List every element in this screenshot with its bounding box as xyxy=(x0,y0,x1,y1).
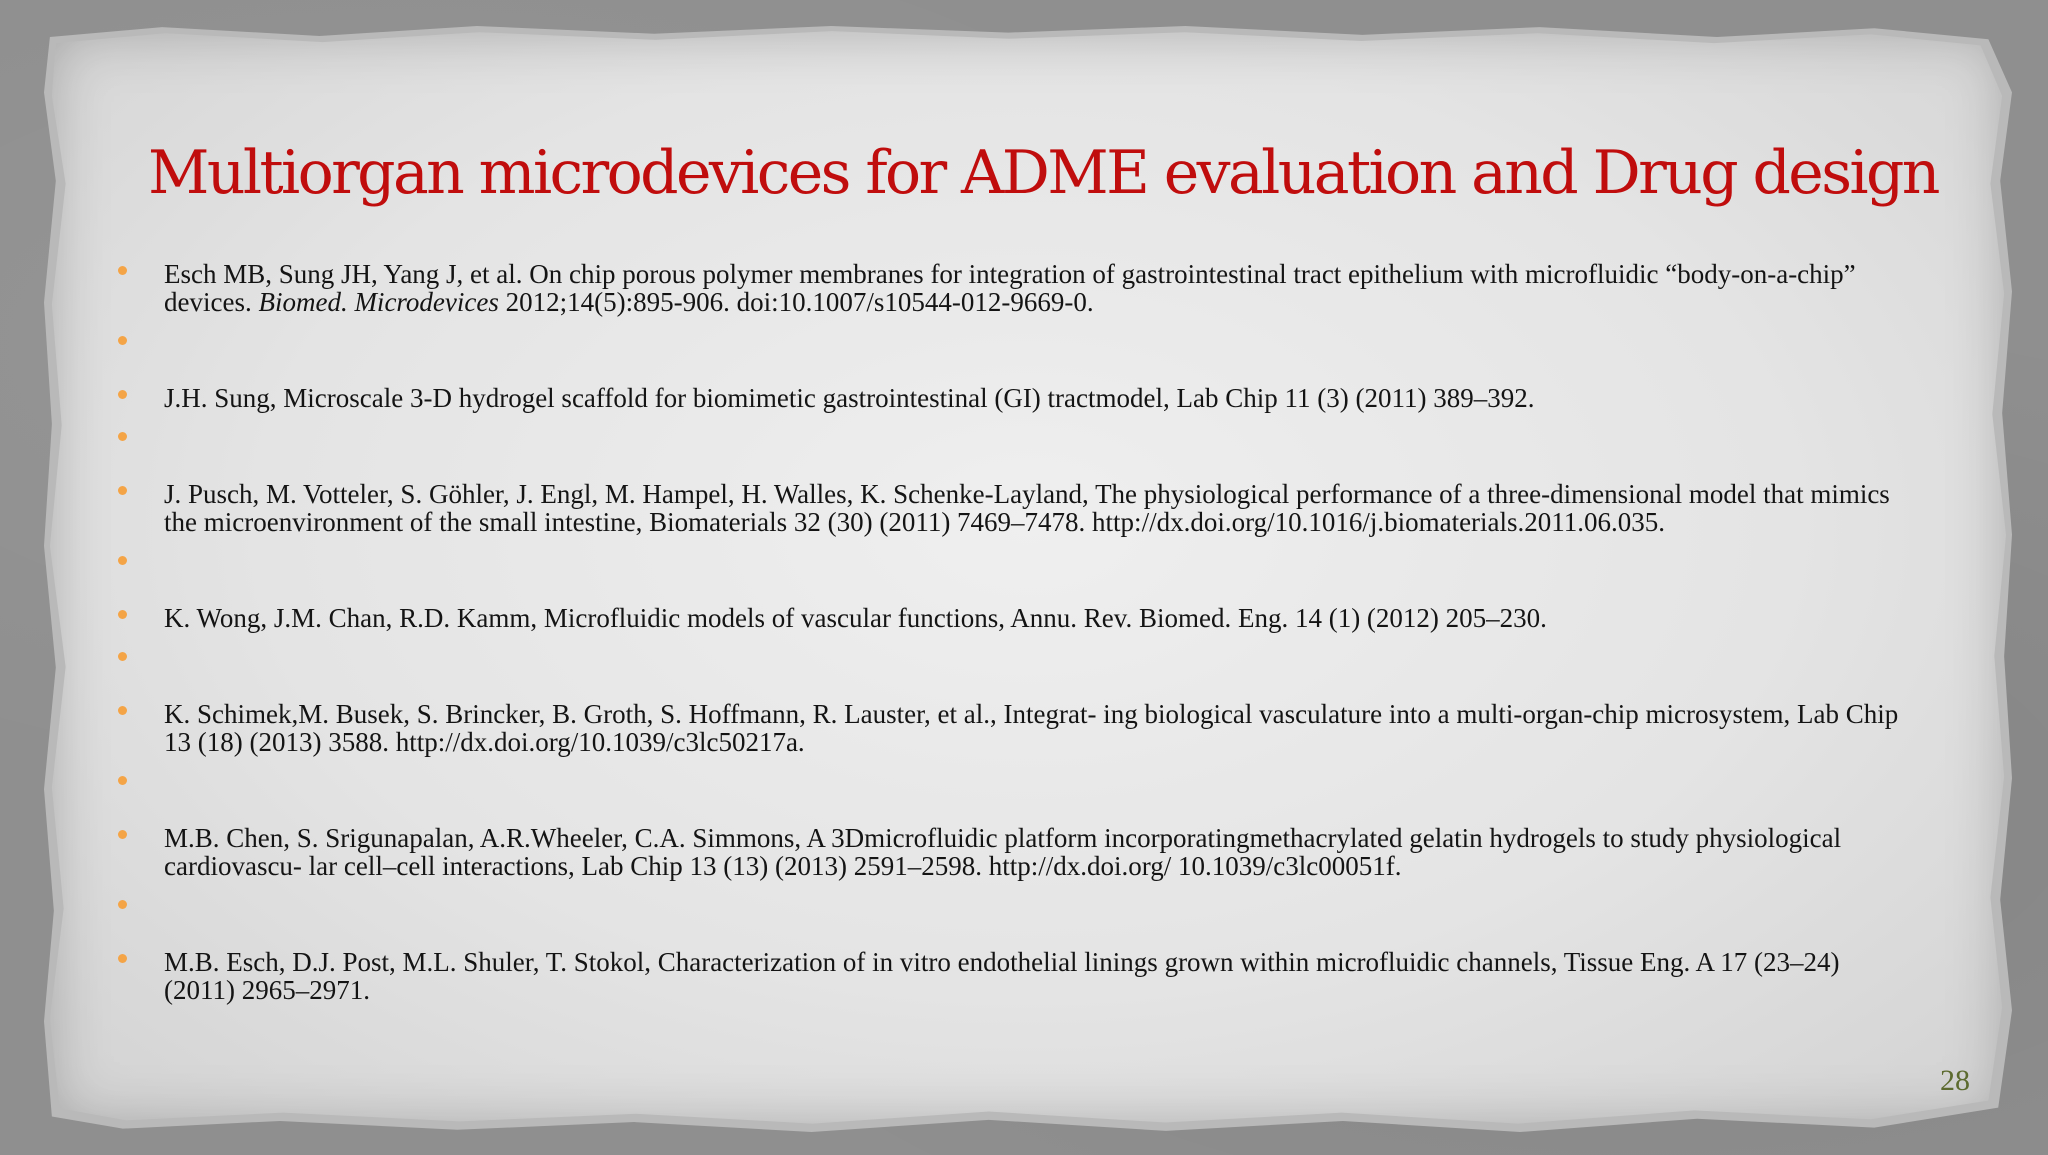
bullet-icon xyxy=(118,830,127,839)
empty-list-item xyxy=(112,330,1912,358)
bullet-icon xyxy=(118,486,127,495)
reference-text: 2012;14(5):895-906. doi:10.1007/s10544-012-9669-0. xyxy=(498,287,1094,317)
reference-item xyxy=(112,260,1912,316)
empty-list-item xyxy=(112,770,1912,798)
bullet-icon xyxy=(118,336,127,345)
reference-list xyxy=(112,260,1912,1018)
bullet-icon xyxy=(118,556,127,565)
reference-item xyxy=(112,480,1912,536)
page-number: 28 xyxy=(1940,1064,1970,1097)
reference-item xyxy=(112,700,1912,756)
reference-text: M.B. Esch, D.J. Post, M.L. Shuler, T. Stokol, Characterization of in vitro endothelial linings grown within microfluidic channels, Tissue Eng. A 17 (23–24) (2011) 2965–2971. xyxy=(164,947,1840,1005)
reference-text: Esch MB, Sung JH, Yang J, et al. On chip porous polymer membranes for integration of gastrointestinal tract epithelium with microfluidic “body-on-a-chip” devices. xyxy=(164,259,1856,317)
empty-list-item xyxy=(112,550,1912,578)
reference-item xyxy=(112,948,1912,1004)
reference-text: K. Schimek,M. Busek, S. Brincker, B. Groth, S. Hoffmann, R. Lauster, et al., Integrat- ing biological vasculature into a multi-organ-chip microsystem, Lab Chip 13 (18) (2013) 3588. http://dx.doi.org/10.1039/c3lc50217a. xyxy=(164,699,1899,757)
reference-item xyxy=(112,824,1912,880)
reference-text: J.H. Sung, Microscale 3-D hydrogel scaffold for biomimetic gastrointestinal (GI) tractmodel, Lab Chip 11 (3) (2011) 389–392. xyxy=(164,383,1535,413)
bullet-icon xyxy=(118,900,127,909)
bullet-icon xyxy=(118,706,127,715)
bullet-icon xyxy=(118,610,127,619)
empty-list-item xyxy=(112,426,1912,454)
reference-text: K. Wong, J.M. Chan, R.D. Kamm, Microfluidic models of vascular functions, Annu. Rev. Biomed. Eng. 14 (1) (2012) 205–230. xyxy=(164,603,1547,633)
bullet-icon xyxy=(118,432,127,441)
reference-text: J. Pusch, M. Votteler, S. Göhler, J. Engl, M. Hampel, H. Walles, K. Schenke-Layland, The physiological performance of a three-dimensional model that mimics the microenvironment of the small intestine, Biomaterials 32 (30) (2011) 7469–7478. http://dx.doi.org/10.1016/j.biomaterials.2011.06.035. xyxy=(164,479,1890,537)
reference-journal: Biomed. Microdevices xyxy=(258,287,499,317)
bullet-icon xyxy=(118,652,127,661)
empty-list-item xyxy=(112,894,1912,922)
bullet-icon xyxy=(118,390,127,399)
empty-list-item xyxy=(112,646,1912,674)
slide-title: Multiorgan microdevices for ADME evaluation and Drug design xyxy=(148,138,1938,208)
reference-text: M.B. Chen, S. Srigunapalan, A.R.Wheeler, C.A. Simmons, A 3Dmicrofluidic platform incorporatingmethacrylated gelatin hydrogels to study physiological cardiovascu- lar cell–cell interactions, Lab Chip 13 (13) (2013) 2591–2598. http://dx.doi.org/ 10.1039/c3lc00051f. xyxy=(164,823,1842,881)
bullet-icon xyxy=(118,266,127,275)
bullet-icon xyxy=(118,954,127,963)
bullet-icon xyxy=(118,776,127,785)
reference-item xyxy=(112,604,1912,632)
reference-item xyxy=(112,384,1912,412)
